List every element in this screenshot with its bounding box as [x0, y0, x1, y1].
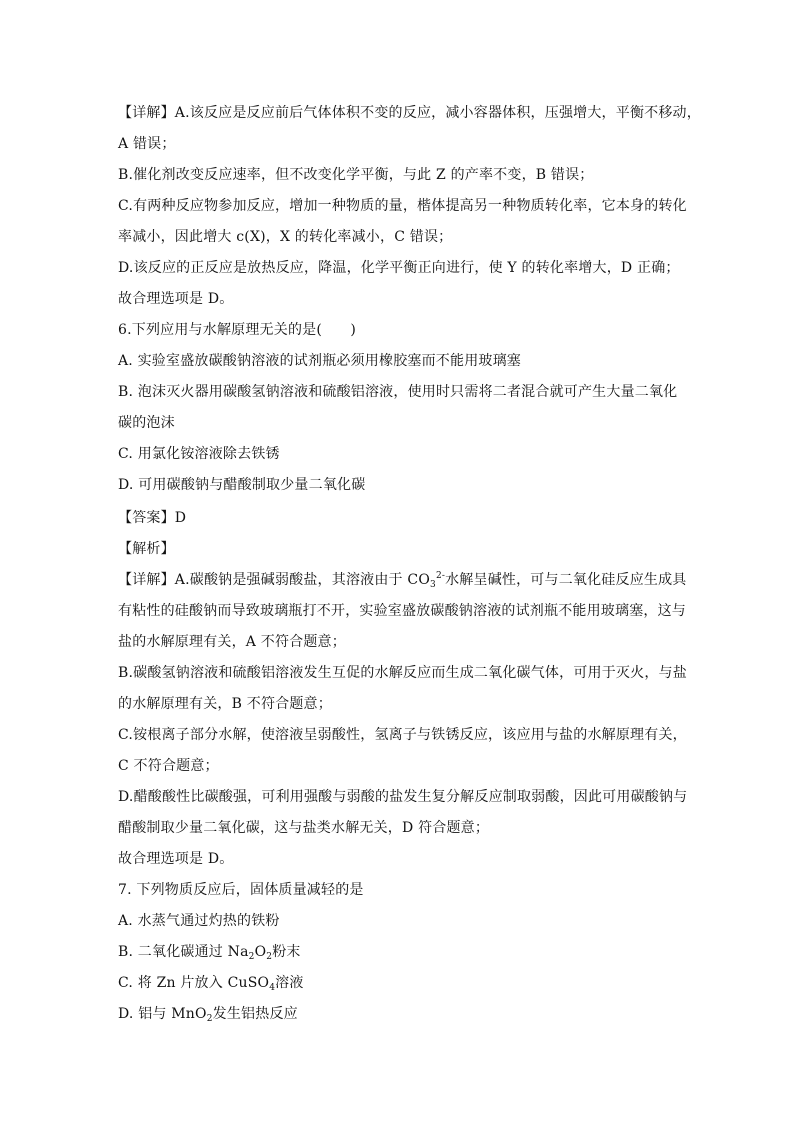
option-b-cont: 碳的泡沫: [118, 415, 175, 431]
text-line: 的水解原理有关，B 不符合题意；: [118, 696, 332, 712]
text-line: D.该反应的正反应是放热反应，降温，化学平衡正向进行，使 Y 的转化率增大，D 正确；: [118, 260, 680, 276]
option-c: C. 用氯化铵溶液除去铁锈: [118, 446, 280, 462]
text-line: 有粘性的硅酸钠而导致玻璃瓶打不开，实验室盛放碳酸钠溶液的试剂瓶不能用玻璃塞，这与: [118, 603, 686, 619]
option-a: A. 实验室盛放碳酸钠溶液的试剂瓶必须用橡胶塞而不能用玻璃塞: [118, 353, 522, 369]
text-line: 醋酸制取少量二氧化碳，这与盐类水解无关，D 符合题意；: [118, 820, 490, 836]
option-a: A. 水蒸气通过灼热的铁粉: [118, 913, 280, 929]
option-d: D. 铝与 MnO$_2$发生铝热反应: [118, 1006, 298, 1024]
text-line: B.催化剂改变反应速率，但不改变化学平衡，与此 Z 的产率不变，B 错误；: [118, 167, 594, 183]
analysis-label: 【解析】: [118, 541, 175, 557]
question-title: 7. 下列物质反应后，固体质量减轻的是: [118, 882, 364, 898]
text-line: 【详解】A.该反应是反应前后气体体积不变的反应，减小容器体积，压强增大，平衡不移动，: [118, 105, 701, 121]
text-line: C 不符合题意；: [118, 758, 219, 774]
option-b: B. 二氧化碳通过 $Na_2O_2$粉末: [118, 944, 301, 962]
option-d: D. 可用碳酸钠与醋酸制取少量二氧化碳: [118, 477, 366, 493]
text-line: 故合理选项是 D。: [118, 851, 234, 867]
question-title: 6.下列应用与水解原理无关的是( ): [118, 322, 357, 338]
text-line: C.铵根离子部分水解，使溶液呈弱酸性，氢离子与铁锈反应，该应用与盐的水解原理有关，: [118, 727, 687, 743]
answer-label: 【答案】D: [118, 510, 187, 526]
option-b: B. 泡沫灭火器用碳酸氢钠溶液和硫酸铝溶液，使用时只需将二者混合就可产生大量二氧化: [118, 384, 678, 400]
text-line: C.有两种反应物参加反应，增加一种物质的量，楷体提高另一种物质转化率，它本身的转化: [118, 198, 687, 214]
text-line: A 错误；: [118, 136, 176, 152]
text-line: B.碳酸氢钠溶液和硫酸铝溶液发生互促的水解反应而生成二氧化碳气体，可用于灭火，与盐: [118, 665, 687, 681]
text-line: 盐的水解原理有关，A 不符合题意；: [118, 634, 346, 650]
text-line-rich: 【详解】A.碳酸钠是强碱弱酸盐，其溶液由于 $CO_3^{2-}$水解呈碱性，可与二氧化硅反应生成具: [118, 571, 687, 590]
option-c: C. 将 Zn 片放入 CuSO$_4$溶液: [118, 975, 304, 993]
text-line: D.醋酸酸性比碳酸强，可利用强酸与弱酸的盐发生复分解反应制取弱酸，因此可用碳酸钠与: [118, 789, 688, 805]
text-line: 故合理选项是 D。: [118, 291, 234, 307]
text-line: 率减小，因此增大 c(X)，X 的转化率减小，C 错误；: [118, 229, 453, 245]
